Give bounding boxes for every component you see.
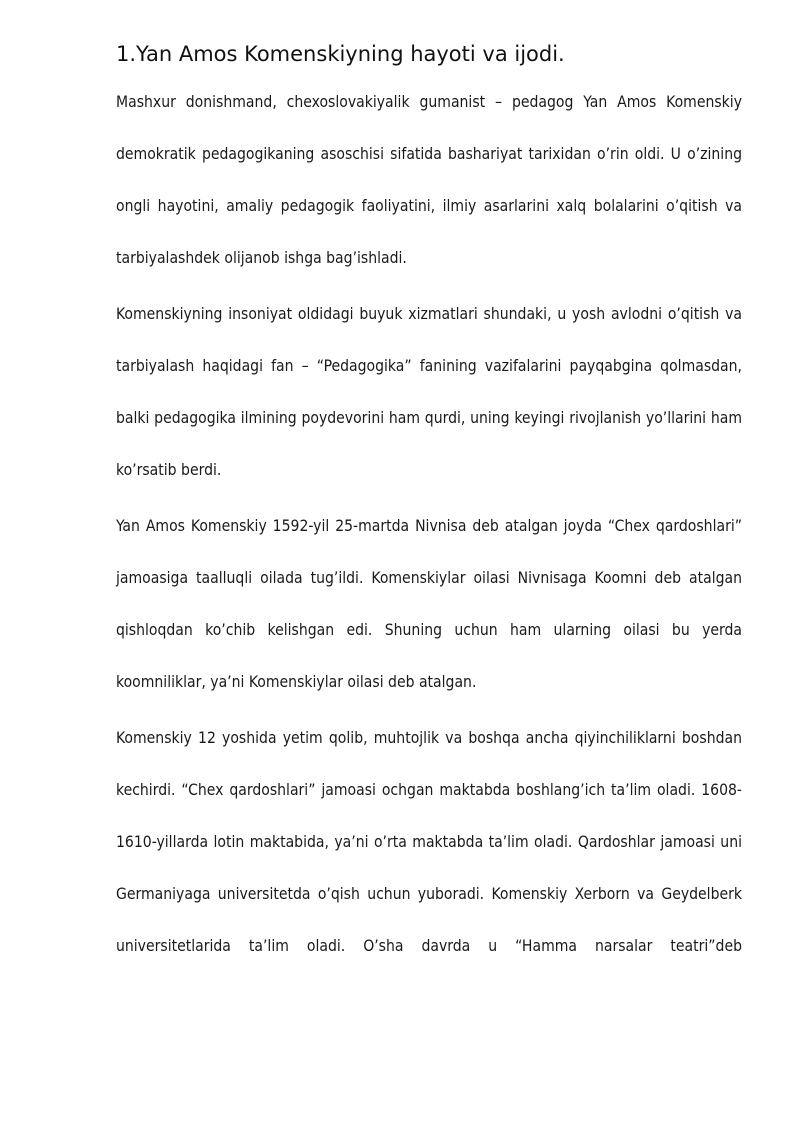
paragraph-4: Komenskiy 12 yoshida yetim qolib, muhtojlik va boshqa ancha qiyinchiliklarni boshdan kechirdi. “Chex qardoshlari” jamoasi ochgan maktabda boshlang’ich ta’lim oladi. 1608-1610-yillarda lotin maktabida, ya’ni o’rta maktabda ta’lim oladi. Qardoshlar jamoasi uni Germaniyaga universitetda o’qish uchun yuboradi. Komenskiy Xerborn va Geydelberk universitetlarida ta’lim oladi. O’sha davrda u “Hamma narsalar teatri”deb xyxy=(116,729,742,955)
document-page xyxy=(116,36,742,976)
paragraph-2: Komenskiyning insoniyat oldidagi buyuk xizmatlari shundaki, u yosh avlodni o’qitish va tarbiyalash haqidagi fan – “Pedagogika” fanining vazifalarini payqabgina qolmasdan, balki pedagogika ilmining poydevorini ham qurdi, uning keyingi rivojlanish yo’llarini ham ko’rsatib berdi. xyxy=(116,305,742,479)
document-title: 1.Yan Amos Komenskiyning hayoti va ijodi. xyxy=(116,42,565,66)
paragraph-3: Yan Amos Komenskiy 1592-yil 25-martda Nivnisa deb atalgan joyda “Chex qardoshlari” jamoasiga taalluqli oilada tug’ildi. Komenskiylar oilasi Nivnisaga Koomni deb atalgan qishloqdan ko’chib kelishgan edi. Shuning uchun ham ularning oilasi bu yerda koomniliklar, ya’ni Komenskiylar oilasi deb atalgan. xyxy=(116,517,742,691)
paragraph-1: Mashxur donishmand, chexoslovakiyalik gumanist – pedagog Yan Amos Komenskiy demokratik pedagogikaning asoschisi sifatida bashariyat tarixidan o’rin oldi. U o’zining ongli hayotini, amaliy pedagogik faoliyatini, ilmiy asarlarini xalq bolalarini o’qitish va tarbiyalashdek olijanob ishga bag’ishladi. xyxy=(116,93,742,267)
